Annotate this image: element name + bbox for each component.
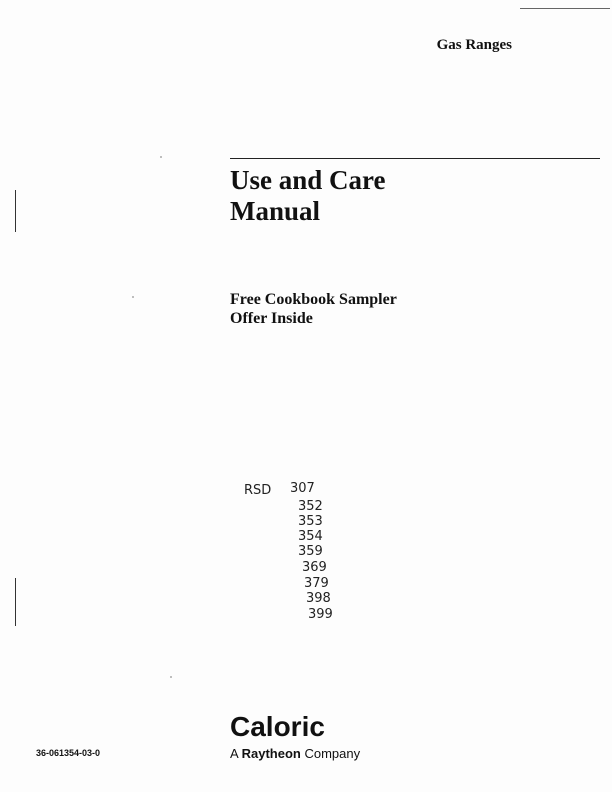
tagline-company: Raytheon <box>241 746 301 761</box>
scan-margin-mark <box>15 578 16 626</box>
handwritten-model: 353 <box>298 514 323 529</box>
handwritten-model: 369 <box>302 560 327 575</box>
scan-speck <box>132 296 134 298</box>
title-line-1: Use and Care <box>230 165 386 195</box>
parent-company-tagline <box>230 746 360 761</box>
handwritten-model: 354 <box>298 529 323 544</box>
handwritten-model: 399 <box>308 607 333 622</box>
handwritten-model-list <box>240 474 390 634</box>
title-divider <box>230 158 600 159</box>
corner-rule <box>520 8 610 9</box>
handwritten-model: 307 <box>290 481 315 496</box>
offer-line-1: Free Cookbook Sampler <box>230 291 397 308</box>
handwritten-model: 379 <box>304 576 329 591</box>
caloric-logo <box>230 710 340 742</box>
tagline-prefix: A <box>230 746 238 761</box>
handwritten-model: 359 <box>298 544 323 559</box>
handwritten-prefix: RSD <box>244 483 272 498</box>
product-category: Gas Ranges <box>436 37 512 53</box>
tagline-suffix: Company <box>304 746 361 761</box>
title-line-2: Manual <box>230 196 321 226</box>
scan-speck <box>160 156 162 158</box>
cookbook-offer <box>230 290 397 328</box>
handwritten-model: 352 <box>298 499 323 514</box>
brand-name: Caloric <box>230 711 325 742</box>
scan-speck <box>170 676 172 678</box>
handwritten-model: 398 <box>306 591 331 606</box>
scan-margin-mark <box>15 190 16 232</box>
manual-title <box>230 165 386 227</box>
offer-line-2: Offer Inside <box>230 310 313 327</box>
part-number: 36-061354-03-0 <box>36 748 101 758</box>
